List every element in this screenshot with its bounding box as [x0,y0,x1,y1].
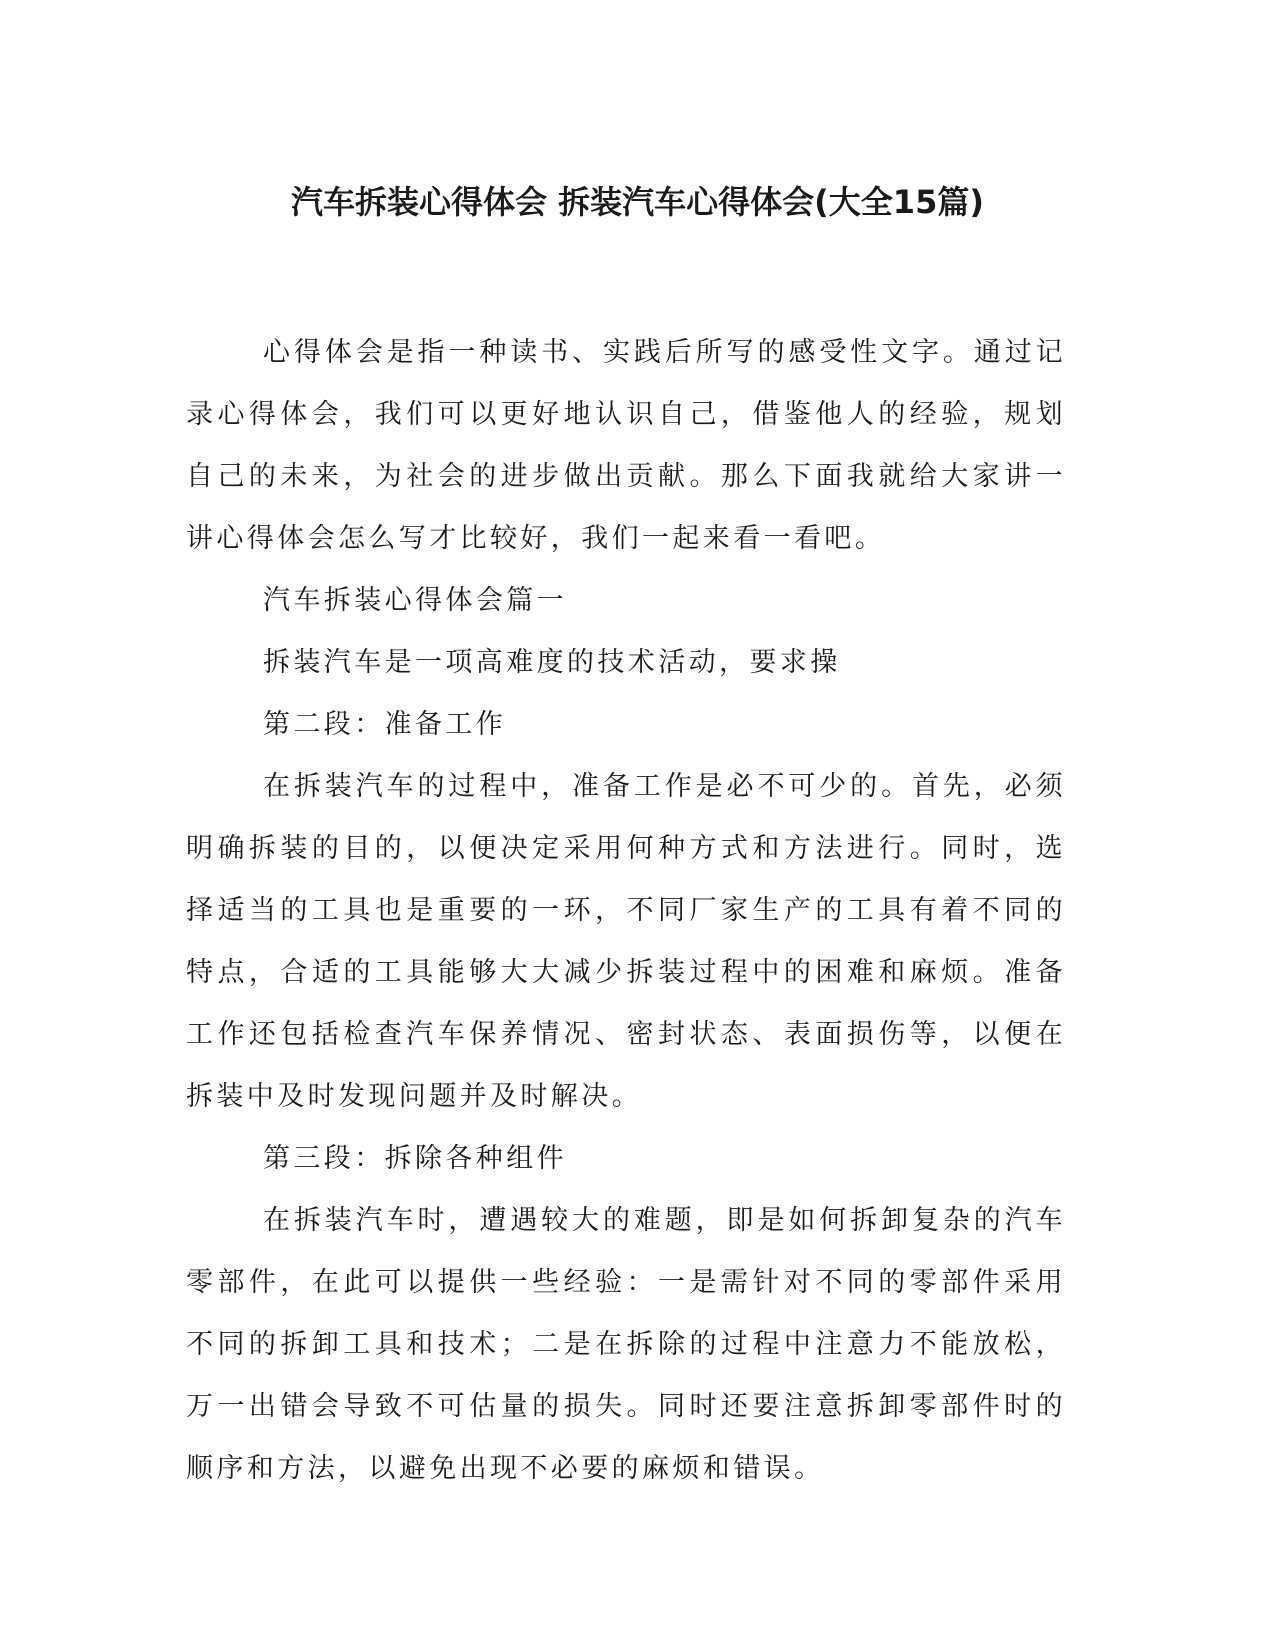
section-heading-part-one: 汽车拆装心得体会篇一 [263,585,567,616]
intro-paragraph: 心得体会是指一种读书、实践后所写的感受性文字。通过记录心得体会，我们可以更好地认识自己，借鉴他人的经验，规划自己的未来，为社会的进步做出贡献。那么下面我就给大家讲一讲心得体会怎么写才比较好，我们一起来看一看吧。 [186,337,1066,554]
preparation-paragraph: 在拆装汽车的过程中，准备工作是必不可少的。首先，必须明确拆装的目的，以便决定采用何种方式和方法进行。同时，选择适当的工具也是重要的一环，不同厂家生产的工具有着不同的特点，合适的工具能够大大减少拆装过程中的困难和麻烦。准备工作还包括检查汽车保养情况、密封状态、表面损伤等，以便在拆装中及时发现问题并及时解决。 [186,771,1066,1112]
document-title: 汽车拆装心得体会 拆装汽车心得体会(大全15篇) [291,183,984,221]
section-heading-preparation: 第二段：准备工作 [263,709,507,740]
part-one-paragraph: 拆装汽车是一项高难度的技术活动，要求操 [263,647,841,678]
document-body [186,322,1066,1500]
section-heading-removal: 第三段：拆除各种组件 [263,1143,567,1174]
removal-paragraph: 在拆装汽车时，遭遇较大的难题，即是如何拆卸复杂的汽车零部件，在此可以提供一些经验：一是需针对不同的零部件采用不同的拆卸工具和技术；二是在拆除的过程中注意力不能放松，万一出错会导致不可估量的损失。同时还要注意拆卸零部件时的顺序和方法，以避免出现不必要的麻烦和错误。 [186,1205,1066,1484]
